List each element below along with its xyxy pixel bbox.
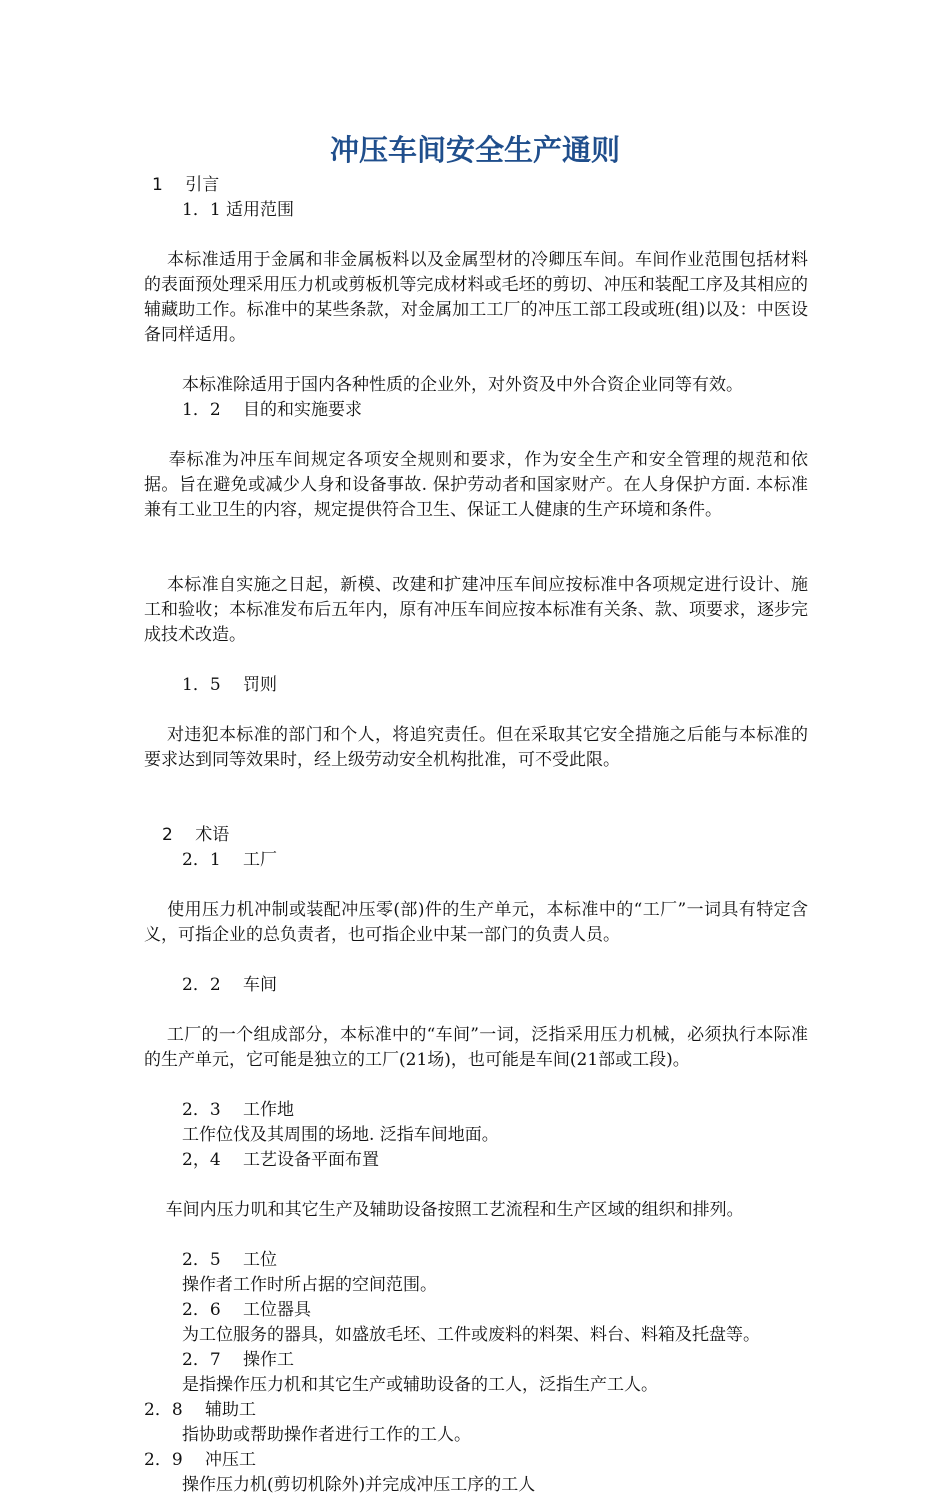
subsection-heading-2-5: 2．5 工位 [182, 1250, 278, 1270]
paragraph-factory [144, 873, 808, 973]
text-line: 范和依据。旨在避免或减少人身和设备事故. 保护劳动者和国家财产。在人身保 [144, 450, 808, 495]
section-heading-introduction: 1 引言 [152, 175, 220, 195]
text-line: 项要求，逐步完成技术改造。 [144, 600, 809, 645]
paragraph-workplace: 工作位伐及其周围的场地. 泛指车间地面。 [182, 1125, 499, 1145]
text-line: 执行本际准的生产单元，它可能是独立的工厂(21场)，也可能是车间(21部或工 [144, 1025, 809, 1070]
subsection-heading-2-9: 2．9 冲压工 [144, 1450, 257, 1470]
text-line: 包括材料的表面预处理采用压力机或剪板机等完成材料或毛坯的剪切、冲压和装 [144, 250, 809, 295]
paragraph-press-worker: 操作压力机(剪切机除外)并完成冲压工序的工人 [182, 1475, 536, 1495]
text-line: 奉标准为冲压车间规定各项安全规则和要求，作为安全生产和安全管理的规 [168, 450, 756, 470]
document-body [144, 173, 808, 1498]
section-heading-terms: 2 术语 [162, 825, 230, 845]
subsection-heading-2-7: 2．7 操作工 [182, 1350, 295, 1370]
paragraph-station: 操作者工作时所占据的空间范围。 [182, 1275, 437, 1295]
text-line: 对违犯本标准的部门和个人，将追究责任。但在采取其它安全措施之后能与 [166, 725, 739, 745]
paragraph-operator: 是指操作压力机和其它生产或辅助设备的工人，泛指生产工人。 [182, 1375, 658, 1395]
subsection-heading-1-5: 1．5 罚则 [182, 675, 278, 695]
text-line: 工段或班(组)以及：中医设备同样适用。 [144, 300, 809, 345]
text-line: 本标准适用于金属和非金属板料以及金属型材的冷卿压车间。车间作业范围 [166, 250, 739, 270]
text-line: 本标准自实施之日起，新模、改建和扩建冲压车间应按标准中各项规定进行 [166, 575, 739, 595]
text-line: 护方面. 本标准兼有工业卫生的内容，规定提供符合卫生、保证工人健康的生产 [144, 475, 808, 520]
subsection-heading-2-6: 2．6 工位器具 [182, 1300, 312, 1320]
subsection-heading-2-2: 2．2 车间 [182, 975, 278, 995]
paragraph-station-tools: 为工位服务的器具，如盛放毛坯、工件或废料的料架、料台、料箱及托盘等。 [182, 1325, 760, 1345]
subsection-heading-1-1: 1．1 适用范围 [182, 200, 295, 220]
subsection-heading-1-2: 1．2 目的和实施要求 [182, 400, 363, 420]
paragraph-scope [144, 223, 808, 373]
subsection-heading-2-3: 2．3 工作地 [182, 1100, 295, 1120]
subsection-heading-2-1: 2．1 工厂 [182, 850, 278, 870]
text-line: 列。 [709, 1200, 744, 1220]
text-line: 配工序及其相应的辅藏助工作。标准中的某些条款，对金属加工工厂的冲压工部 [144, 275, 809, 320]
text-line: 设计、施工和验收；本标准发布后五年内，原有冲压车间应按本标准有关条、款、 [144, 575, 809, 620]
paragraph-scope-applicability: 本标准除适用于国内各种性质的企业外，对外资及中外合资企业同等有效。 [182, 375, 743, 395]
text-line: 段)。 [649, 1050, 690, 1070]
paragraph-purpose [144, 423, 808, 548]
text-line: 环境和条件。 [620, 500, 722, 520]
paragraph-layout [144, 1173, 808, 1248]
paragraph-implementation [144, 548, 808, 673]
text-line: 本标准的要求达到同等效果时，经上级劳动安全机构批准，可不受此限。 [144, 725, 809, 770]
section-spacer [144, 798, 808, 823]
paragraph-penalty [144, 698, 808, 798]
subsection-heading-2-4: 2，4 工艺设备平面布置 [182, 1150, 380, 1170]
text-line: 使用压力机冲制或装配冲压零(部)件的生产单元，本标准中的“工厂”一词 [167, 900, 722, 920]
text-line: 工厂的一个组成部分，本标准中的“车间”一词，泛指采用压力机械，必须 [166, 1025, 722, 1045]
paragraph-assistant: 指协助或帮助操作者进行工作的工人。 [182, 1425, 471, 1445]
subsection-heading-2-8: 2．8 辅助工 [144, 1400, 257, 1420]
text-line: 车间内压力叽和其它生产及辅助设备按照工艺流程和生产区域的组织和排 [165, 1200, 710, 1220]
text-line: 具有特定含义，可指企业的总负责者，也可指企业中某一部门的负责人员。 [144, 900, 808, 945]
document-title: 冲压车间安全生产通则 [329, 133, 620, 167]
paragraph-workshop [144, 998, 808, 1098]
